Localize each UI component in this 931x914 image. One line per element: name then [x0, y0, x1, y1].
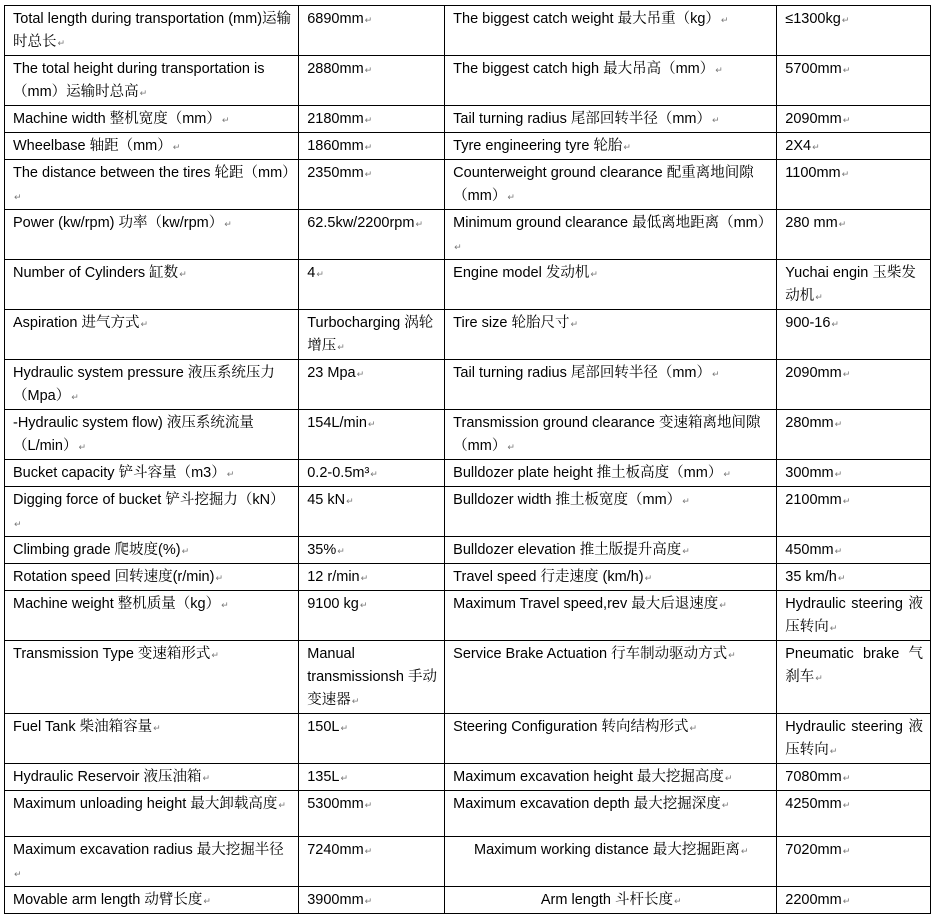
spec-label-cell	[445, 641, 777, 714]
table-row	[5, 310, 931, 360]
table-row	[5, 160, 931, 210]
table-row	[5, 260, 931, 310]
spec-label-cell	[445, 764, 777, 791]
spec-value: 35 km/h ↵	[785, 569, 845, 585]
spec-value: Hydraulic steering 液压转向 ↵	[785, 719, 923, 758]
spec-label: Machine width 整机宽度（mm） ↵	[13, 111, 229, 127]
spec-value: 35% ↵	[307, 542, 345, 558]
spec-label: Wheelbase 轴距（mm） ↵	[13, 138, 180, 154]
spec-value-cell	[299, 714, 445, 764]
spec-value-cell	[299, 260, 445, 310]
spec-value-cell	[299, 106, 445, 133]
spec-label: Tail turning radius 尾部回转半径（mm） ↵	[453, 111, 719, 127]
spec-label-cell	[445, 410, 777, 460]
spec-value: 7080mm ↵	[785, 769, 850, 785]
spec-label: Transmission ground clearance 变速箱离地间隙（mm） ↵	[453, 415, 760, 454]
spec-table-body	[5, 6, 931, 914]
spec-value-cell	[777, 837, 931, 887]
spec-label: Hydraulic system pressure 液压系统压力（Mpa） ↵	[13, 365, 275, 404]
spec-value-cell	[777, 487, 931, 537]
spec-value: 7020mm ↵	[785, 842, 850, 858]
spec-label: Bucket capacity 铲斗容量（m3） ↵	[13, 465, 234, 481]
spec-value-cell	[777, 133, 931, 160]
spec-label: Bulldozer elevation 推土版提升高度 ↵	[453, 542, 690, 558]
spec-label-cell	[445, 6, 777, 56]
spec-value: Pneumatic brake 气刹车 ↵	[785, 646, 923, 685]
spec-value-cell	[777, 887, 931, 914]
spec-value-cell	[299, 410, 445, 460]
spec-label-cell	[5, 133, 299, 160]
spec-value: 23 Mpa ↵	[307, 365, 364, 381]
spec-label-cell	[5, 537, 299, 564]
spec-label-cell	[445, 791, 777, 837]
spec-value-cell	[299, 887, 445, 914]
spec-label-cell	[5, 210, 299, 260]
spec-value: 4 ↵	[307, 265, 324, 281]
table-row	[5, 837, 931, 887]
spec-value: Hydraulic steering 液压转向 ↵	[785, 596, 923, 635]
spec-value: 2090mm ↵	[785, 365, 850, 381]
spec-value-cell	[777, 791, 931, 837]
spec-label-cell	[445, 106, 777, 133]
spec-value: 12 r/min ↵	[307, 569, 368, 585]
spec-label-cell	[5, 56, 299, 106]
spec-value-cell	[777, 360, 931, 410]
spec-label-cell	[5, 714, 299, 764]
spec-value-cell	[777, 591, 931, 641]
spec-value-cell	[299, 460, 445, 487]
table-row	[5, 460, 931, 487]
spec-label-cell	[445, 591, 777, 641]
table-row	[5, 360, 931, 410]
spec-label: Transmission Type 变速箱形式 ↵	[13, 646, 219, 662]
spec-label: Maximum working distance 最大挖掘距离 ↵	[474, 842, 748, 858]
table-row	[5, 714, 931, 764]
spec-label: Steering Configuration 转向结构形式 ↵	[453, 719, 697, 735]
spec-label: The biggest catch high 最大吊高（mm） ↵	[453, 61, 723, 77]
spec-value-cell	[299, 591, 445, 641]
spec-value: 2180mm ↵	[307, 111, 372, 127]
spec-label: The total height during transportation is （mm）运输时总高 ↵	[13, 61, 264, 100]
spec-label-cell	[5, 260, 299, 310]
spec-label: Tyre engineering tyre 轮胎 ↵	[453, 138, 631, 154]
spec-label-cell	[5, 106, 299, 133]
spec-label-cell	[5, 6, 299, 56]
spec-value: 2350mm ↵	[307, 165, 372, 181]
spec-label: Number of Cylinders 缸数 ↵	[13, 265, 187, 281]
spec-label: Maximum unloading height 最大卸载高度 ↵	[13, 796, 286, 812]
table-row	[5, 106, 931, 133]
spec-label-cell	[445, 56, 777, 106]
spec-label: Service Brake Actuation 行车制动驱动方式 ↵	[453, 646, 736, 662]
spec-value-cell	[777, 310, 931, 360]
spec-label-cell	[5, 310, 299, 360]
spec-value-cell	[777, 260, 931, 310]
spec-value-cell	[299, 837, 445, 887]
table-row	[5, 6, 931, 56]
spec-label-cell	[445, 564, 777, 591]
spec-value: 45 kN ↵	[307, 492, 353, 508]
spec-label: Minimum ground clearance 最低离地距离（mm） ↵	[453, 215, 772, 254]
table-row	[5, 791, 931, 837]
spec-value: 280mm ↵	[785, 415, 842, 431]
spec-value: ≤1300kg ↵	[785, 11, 849, 27]
spec-value: 154L/min ↵	[307, 415, 375, 431]
spec-value-cell	[299, 210, 445, 260]
spec-value: 1860mm ↵	[307, 138, 372, 154]
spec-value-cell	[777, 410, 931, 460]
table-row	[5, 410, 931, 460]
spec-label: Tire size 轮胎尺寸 ↵	[453, 315, 578, 331]
spec-label-cell	[5, 564, 299, 591]
table-row	[5, 764, 931, 791]
spec-label-cell	[445, 133, 777, 160]
spec-table	[4, 5, 931, 914]
spec-value: 135L ↵	[307, 769, 348, 785]
spec-value: Yuchai engin 玉柴发动机 ↵	[785, 265, 916, 304]
spec-label: -Hydraulic system flow) 液压系统流量（L/min） ↵	[13, 415, 254, 454]
spec-label-cell	[445, 310, 777, 360]
spec-label: Maximum excavation depth 最大挖掘深度 ↵	[453, 796, 729, 812]
spec-value-cell	[777, 210, 931, 260]
spec-value: 5300mm ↵	[307, 796, 372, 812]
table-row	[5, 487, 931, 537]
spec-value: 4250mm ↵	[785, 796, 850, 812]
spec-value-cell	[299, 764, 445, 791]
spec-value-cell	[299, 6, 445, 56]
spec-label: The distance between the tires 轮距（mm） ↵	[13, 165, 297, 204]
spec-label: Fuel Tank 柴油箱容量 ↵	[13, 719, 161, 735]
spec-value-cell	[299, 133, 445, 160]
spec-label-cell	[5, 360, 299, 410]
spec-label: Hydraulic Reservoir 液压油箱 ↵	[13, 769, 210, 785]
spec-value: Turbocharging 涡轮增压 ↵	[307, 315, 433, 354]
spec-value: 900-16 ↵	[785, 315, 839, 331]
spec-value: 2X4 ↵	[785, 138, 819, 154]
spec-value-cell	[299, 310, 445, 360]
spec-label-cell	[5, 764, 299, 791]
spec-value-cell	[299, 487, 445, 537]
spec-label: Digging force of bucket 铲斗挖掘力（kN） ↵	[13, 492, 285, 531]
spec-label-cell	[445, 160, 777, 210]
spec-value-cell	[777, 564, 931, 591]
spec-value-cell	[777, 6, 931, 56]
table-row	[5, 210, 931, 260]
spec-label-cell	[5, 591, 299, 641]
spec-value-cell	[299, 791, 445, 837]
spec-label: Maximum excavation height 最大挖掘高度 ↵	[453, 769, 732, 785]
spec-value: 7240mm ↵	[307, 842, 372, 858]
spec-value-cell	[299, 160, 445, 210]
spec-label: Machine weight 整机质量（kg） ↵	[13, 596, 229, 612]
spec-label-cell	[445, 260, 777, 310]
spec-value: 300mm ↵	[785, 465, 842, 481]
spec-label-cell	[445, 487, 777, 537]
table-row	[5, 537, 931, 564]
spec-value-cell	[299, 537, 445, 564]
spec-value-cell	[777, 160, 931, 210]
spec-value: 5700mm ↵	[785, 61, 850, 77]
spec-label: Movable arm length 动臂长度 ↵	[13, 892, 211, 908]
spec-value: Manual transmissionsh 手动变速器 ↵	[307, 646, 437, 708]
spec-label: The biggest catch weight 最大吊重（kg） ↵	[453, 11, 728, 27]
spec-label: Maximum Travel speed,rev 最大后退速度 ↵	[453, 596, 727, 612]
spec-value: 3900mm ↵	[307, 892, 372, 908]
spec-label-cell	[445, 360, 777, 410]
table-row	[5, 641, 931, 714]
spec-label: Bulldozer width 推土板宽度（mm） ↵	[453, 492, 690, 508]
spec-value-cell	[777, 460, 931, 487]
spec-label-cell	[5, 410, 299, 460]
spec-value: 62.5kw/2200rpm ↵	[307, 215, 423, 231]
spec-value: 150L ↵	[307, 719, 348, 735]
spec-value: 2090mm ↵	[785, 111, 850, 127]
spec-label-cell	[5, 160, 299, 210]
spec-value: 2880mm ↵	[307, 61, 372, 77]
spec-value-cell	[299, 56, 445, 106]
spec-label-cell	[445, 837, 777, 887]
spec-label: Tail turning radius 尾部回转半径（mm） ↵	[453, 365, 719, 381]
spec-label-cell	[5, 837, 299, 887]
spec-label-cell	[5, 487, 299, 537]
spec-value-cell	[777, 764, 931, 791]
spec-value-cell	[777, 56, 931, 106]
spec-value-cell	[777, 714, 931, 764]
table-row	[5, 591, 931, 641]
spec-label: Maximum excavation radius 最大挖掘半径 ↵	[13, 842, 284, 881]
table-row	[5, 564, 931, 591]
spec-value-cell	[777, 641, 931, 714]
spec-value-cell	[299, 641, 445, 714]
spec-label-cell	[5, 791, 299, 837]
spec-value: 450mm ↵	[785, 542, 842, 558]
spec-label: Climbing grade 爬坡度(%) ↵	[13, 542, 189, 558]
spec-value: 280 mm ↵	[785, 215, 846, 231]
spec-label: Rotation speed 回转速度(r/min) ↵	[13, 569, 223, 585]
table-row	[5, 56, 931, 106]
spec-value: 2200mm ↵	[785, 892, 850, 908]
spec-label: Counterweight ground clearance 配重离地间隙（mm） ↵	[453, 165, 754, 204]
spec-label-cell	[445, 210, 777, 260]
spec-label-cell	[445, 537, 777, 564]
table-row	[5, 887, 931, 914]
spec-value-cell	[777, 537, 931, 564]
spec-label-cell	[445, 714, 777, 764]
spec-value: 1100mm ↵	[785, 165, 849, 181]
spec-label-cell	[5, 887, 299, 914]
table-row	[5, 133, 931, 160]
spec-label: Arm length 斗杆长度 ↵	[541, 892, 682, 908]
spec-label-cell	[445, 460, 777, 487]
spec-label: Power (kw/rpm) 功率（kw/rpm） ↵	[13, 215, 232, 231]
spec-value-cell	[777, 106, 931, 133]
spec-label: Aspiration 进气方式 ↵	[13, 315, 148, 331]
spec-value-cell	[299, 564, 445, 591]
spec-label-cell	[5, 460, 299, 487]
spec-value-cell	[299, 360, 445, 410]
spec-label-cell	[445, 887, 777, 914]
spec-value: 2100mm ↵	[785, 492, 850, 508]
spec-label-cell	[5, 641, 299, 714]
spec-label: Total length during transportation (mm)运输时总长 ↵	[13, 11, 291, 50]
spec-value: 9100 kg ↵	[307, 596, 367, 612]
spec-value: 0.2-0.5m³ ↵	[307, 465, 378, 481]
spec-label: Bulldozer plate height 推土板高度（mm） ↵	[453, 465, 731, 481]
spec-label: Travel speed 行走速度 (km/h) ↵	[453, 569, 652, 585]
spec-value: 6890mm ↵	[307, 11, 372, 27]
spec-label: Engine model 发动机 ↵	[453, 265, 598, 281]
